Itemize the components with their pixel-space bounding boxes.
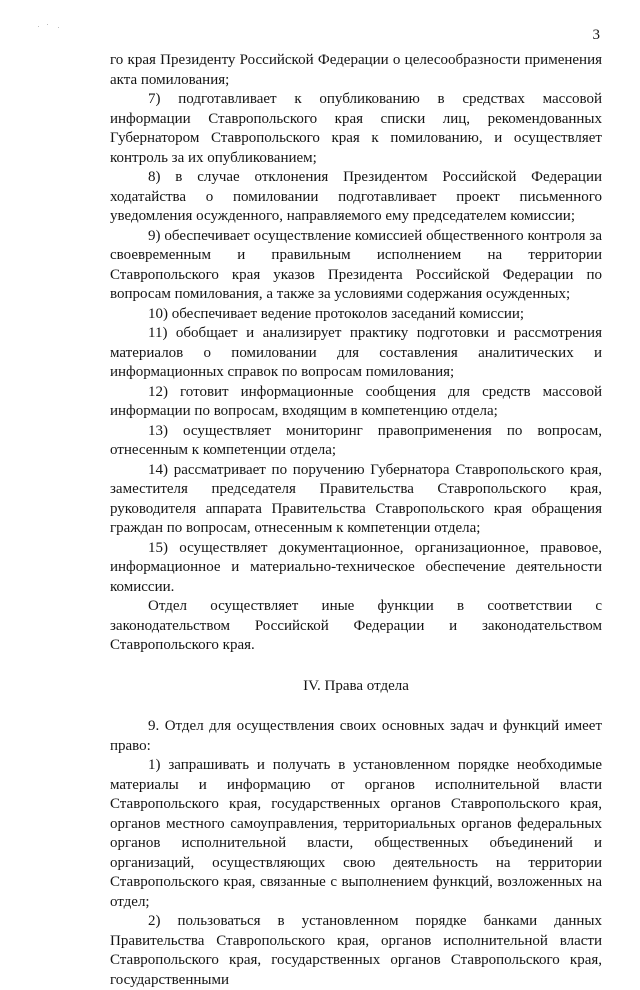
list-item-7: 7) подготавливает к опубликованию в средствах массовой информации Ставропольского края списки лиц, рекомендованных Губернатором Ставропольского края к помилованию, и осуществляет контроль за их опубликованием; (110, 91, 602, 166)
list-item-8: 8) в случае отклонения Президентом Российской Федерации ходатайства о помиловании подготавливает проект письменного уведомления осужденного, направляемого ему председателем комиссии; (110, 169, 602, 224)
list-item-14: 14) рассматривает по поручению Губернатора Ставропольского края, заместителя председателя Правительства Ставропольского края, руководителя аппарата Правительства Ставропольского края обращения граждан по вопросам, отнесенным к компетенции отдела; (110, 461, 602, 536)
page-number: 3 (592, 27, 600, 43)
list-item-9: 9) обеспечивает осуществление комиссией общественного контроля за своевременным и правильным исполнением на территории Ставропольского края указов Президента Российской Федерации по вопросам помилования, а также за условиями содержания осужденных; (110, 227, 602, 302)
closing-paragraph: Отдел осуществляет иные функции в соответствии с законодательством Российской Федерации и законодательством Ставропольского края. (110, 598, 602, 653)
list-item-10: 10) обеспечивает ведение протоколов заседаний комиссии; (148, 305, 525, 322)
right-item-1: 1) запрашивать и получать в установленном порядке необходимые материалы и информацию от органов исполнительной власти Ставропольского края, государственных органов Ставропольского края, органов местного самоуправления, территориальных органов федеральных органов исполнительной власти, общественных объединений и организаций, осуществляющих свою деятельность на территории Ставропольского края, связанные с выполнением функций, возложенных на отдел; (110, 757, 602, 910)
list-item-15: 15) осуществляет документационное, организационное, правовое, информационное и материально-техническое обеспечение деятельности комиссии. (110, 539, 602, 595)
list-item-13: 13) осуществляет мониторинг правоприменения по вопросам, отнесенным к компетенции отдела; (110, 422, 602, 458)
list-item-12: 12) готовит информационные сообщения для средств массовой информации по вопросам, входящим в компетенцию отдела; (110, 383, 602, 419)
paragraph-continuation: го края Президенту Российской Федерации о целесообразности применения акта помилования; (110, 52, 602, 88)
section-title: IV. Права отдела (303, 677, 409, 694)
list-item-11: 11) обобщает и анализирует практику подготовки и рассмотрения материалов о помиловании для составления аналитических и информационных справок по вопросам помилования; (110, 325, 602, 380)
scan-artifact (38, 20, 64, 30)
clause-9: 9. Отдел для осуществления своих основных задач и функций имеет право: (110, 718, 602, 754)
document-body (110, 51, 602, 990)
right-item-2: 2) пользоваться в установленном порядке банками данных Правительства Ставропольского края, органов исполнительной власти Ставропольского края, государственных органов Ставропольского края, государственными (110, 913, 602, 988)
